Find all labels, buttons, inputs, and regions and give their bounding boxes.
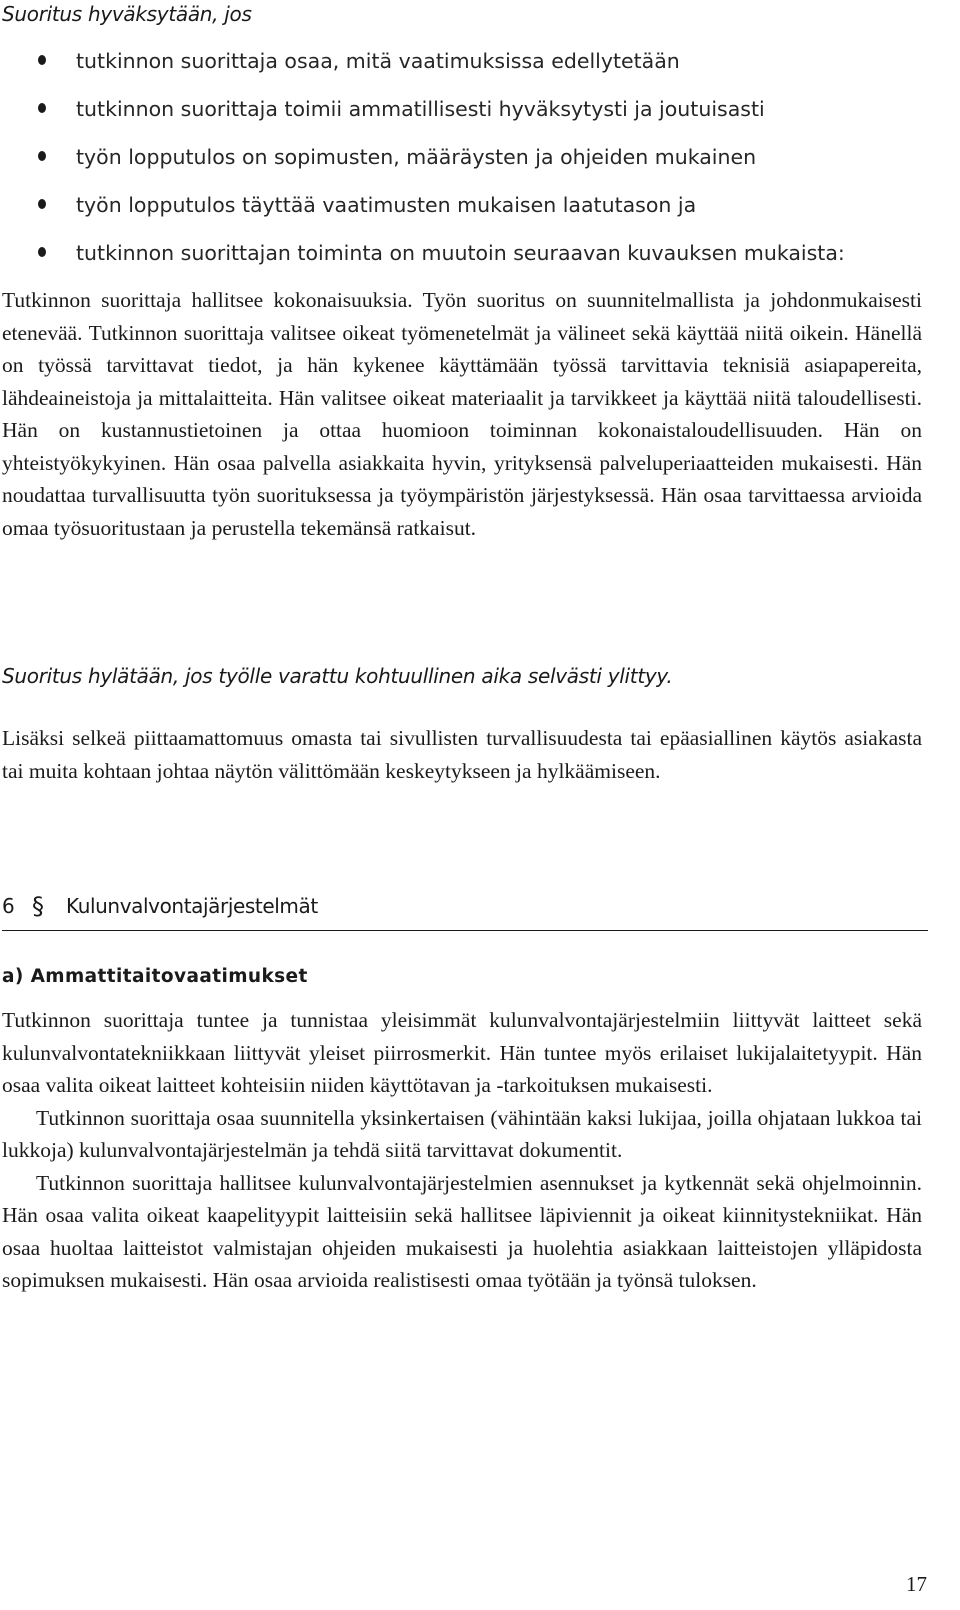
body-paragraph: Tutkinnon suorittaja osaa suunnitella yksinkertaisen (vähintään kaksi lukijaa, joilla ohjataan lukkoa tai lukkoja) kulunvalvontajärjestelmän ja tehdä siitä tarvittavat dokumentit.: [2, 1105, 922, 1162]
body-paragraph: Tutkinnon suorittaja tuntee ja tunnistaa yleisimmät kulunvalvontajärjestelmiin liittyvät laitteet sekä kulunvalvontatekniikkaan liittyvät yleiset piirrosmerkit. Hän tuntee myös erilaiset lukijalaitetyypit. Hän osaa valita oikeat laitteet kohteisiin niiden käyttötavan ja -tarkoituksen mukaisesti.: [2, 1008, 922, 1097]
criteria-text: työn lopputulos täyttää vaatimusten mukaisen laatutason ja: [76, 193, 697, 217]
section-title: Kulunvalvontajärjestelmät: [66, 894, 318, 918]
section-symbol: §: [32, 892, 44, 920]
rejected-heading: Suoritus hylätään, jos työlle varattu kohtuullinen aika selvästi ylittyy.: [2, 664, 673, 688]
section-heading: [2, 894, 928, 931]
bullet-icon: [38, 151, 46, 161]
section-number: 6: [2, 894, 15, 918]
accepted-heading: Suoritus hyväksytään, jos: [2, 2, 252, 26]
subsection-heading: a) Ammattitaitovaatimukset: [2, 966, 308, 987]
criteria-text: tutkinnon suorittaja osaa, mitä vaatimuksissa edellytetään: [76, 49, 680, 73]
criteria-text: työn lopputulos on sopimusten, määräysten ja ohjeiden mukainen: [76, 145, 757, 169]
bullet-icon: [38, 103, 46, 113]
section-body: [2, 1004, 922, 1297]
page-number: 17: [906, 1572, 927, 1596]
criteria-text: tutkinnon suorittajan toiminta on muutoin seuraavan kuvauksen mukaista:: [76, 241, 845, 265]
bullet-icon: [38, 247, 46, 257]
additional-rejection-text: Lisäksi selkeä piittaamattomuus omasta tai sivullisten turvallisuudesta tai epäasiallinen käytös asiakasta tai muita kohtaan johtaa näytön välittömään keskeytykseen ja hylkäämiseen.: [2, 726, 922, 783]
bullet-icon: [38, 199, 46, 209]
bullet-icon: [38, 55, 46, 65]
performance-description: Tutkinnon suorittaja hallitsee kokonaisuuksia. Työn suoritus on suunnitelmallista ja johdonmukaisesti etenevää. Tutkinnon suorittaja valitsee oikeat työmenetelmät ja välineet sekä käyttää niitä oikein. Hänellä on työssä tarvittavat tiedot, ja hän kykenee käyttämään työssä tarvittavia teknisiä asiapapereita, lähdeaineistoja ja mittalaitteita. Hän valitsee oikeat materiaalit ja tarvikkeet ja käyttää niitä taloudellisesti. Hän on kustannustietoinen ja ottaa huomioon toiminnan kokonaistaloudellisuuden. Hän on yhteistyökykyinen. Hän osaa palvella asiakkaita hyvin, yrityksensä palveluperiaatteiden mukaisesti. Hän noudattaa turvallisuutta työn suorituksessa ja työympäristön järjestyksessä. Hän osaa tarvittaessa arvioida omaa työsuoritustaan ja perustella tekemänsä ratkaisut.: [2, 288, 922, 540]
body-paragraph: Tutkinnon suorittaja hallitsee kulunvalvontajärjestelmien asennukset ja kytkennät sekä ohjelmoinnin. Hän osaa valita oikeat kaapelityypit laitteisiin sekä hallitsee läpiviennit ja oikeat kiinnitystekniikat. Hän osaa huoltaa laitteistot valmistajan ohjeiden mukaisesti ja huolehtia asiakkaan laitteistojen ylläpidosta sopimuksen mukaisesti. Hän osaa arvioida realistisesti omaa työtään ja työnsä tuloksen.: [2, 1170, 922, 1292]
criteria-text: tutkinnon suorittaja toimii ammatillisesti hyväksytysti ja joutuisasti: [76, 97, 765, 121]
